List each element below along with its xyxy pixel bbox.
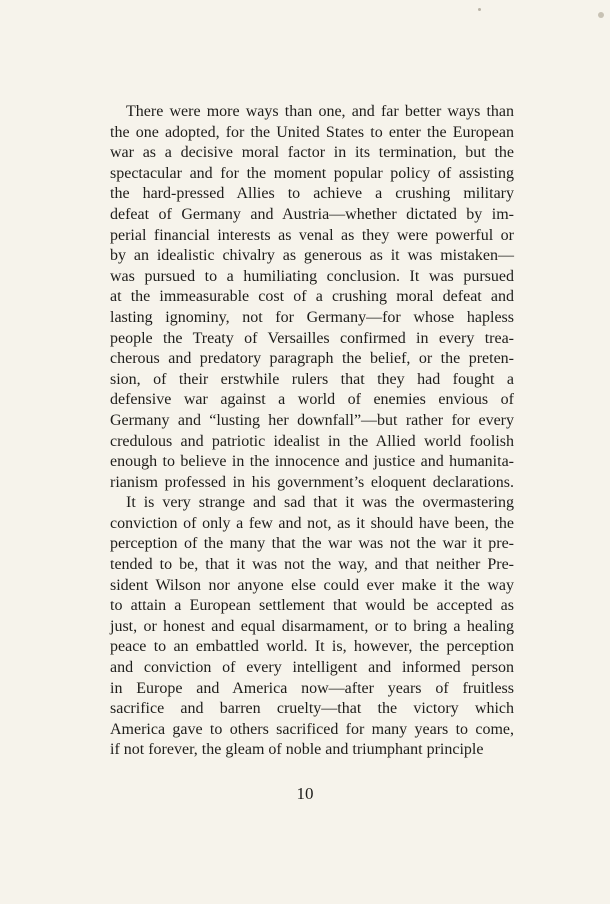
text-line: enough to believe in the innocence and justice and humanita-	[110, 453, 514, 471]
text-line: to attain a European settlement that would be accepted as	[110, 597, 514, 615]
text-line: conviction of only a few and not, as it should have been, the	[110, 514, 514, 532]
text-line: Germany and “lusting her downfall”—but rather for every	[110, 411, 514, 429]
text-line: America gave to others sacrificed for many years to come,	[110, 720, 514, 738]
text-line: the hard-pressed Allies to achieve a crushing military	[110, 185, 514, 203]
paragraph-1	[110, 102, 514, 493]
text-line: perception of the many that the war was not the war it pre-	[110, 535, 514, 553]
text-line: defeat of Germany and Austria—whether dictated by im-	[110, 205, 514, 223]
text-line: and conviction of every intelligent and informed person	[110, 659, 514, 677]
text-line: credulous and patriotic idealist in the Allied world foolish	[110, 432, 514, 450]
text-line: by an idealistic chivalry as generous as it was mistaken—	[110, 247, 514, 265]
text-line: rianism professed in his government’s eloquent declarations.	[110, 473, 514, 491]
text-line: the one adopted, for the United States to enter the European	[110, 123, 514, 141]
page-number: 10	[296, 784, 314, 803]
text-line: cherous and predatory paragraph the belief, or the preten-	[110, 350, 514, 368]
paper-speck	[478, 8, 481, 11]
text-line: just, or honest and equal disarmament, or to bring a healing	[110, 617, 514, 635]
text-line: sion, of their erstwhile rulers that they had fought a	[110, 370, 514, 388]
text-line: There were more ways than one, and far better ways than	[126, 103, 514, 120]
text-line: spectacular and for the moment popular policy of assisting	[110, 164, 514, 182]
body-text	[110, 102, 514, 761]
text-line: tended to be, that it was not the way, and that neither Pre-	[110, 556, 514, 574]
text-line: perial financial interests as venal as they were powerful or	[110, 226, 514, 244]
text-line: lasting ignominy, not for Germany—for whose hapless	[110, 308, 514, 326]
text-line: if not forever, the gleam of noble and triumphant principle	[110, 741, 484, 759]
paragraph-2	[110, 493, 514, 761]
text-line: was pursued to a humiliating conclusion. It was pursued	[110, 267, 514, 285]
text-line: war as a decisive moral factor in its termination, but the	[110, 144, 514, 162]
text-line: people the Treaty of Versailles confirmed in every trea-	[110, 329, 514, 347]
text-line: at the immeasurable cost of a crushing moral defeat and	[110, 288, 514, 306]
text-line: sident Wilson nor anyone else could ever make it the way	[110, 576, 514, 594]
text-line: defensive war against a world of enemies envious of	[110, 391, 514, 409]
text-line: It is very strange and sad that it was the overmastering	[126, 494, 514, 512]
text-line: sacrifice and barren cruelty—that the victory which	[110, 700, 514, 718]
paper-speck	[598, 12, 604, 18]
text-line: peace to an embattled world. It is, however, the perception	[110, 638, 514, 656]
text-line: in Europe and America now—after years of fruitless	[110, 679, 514, 697]
